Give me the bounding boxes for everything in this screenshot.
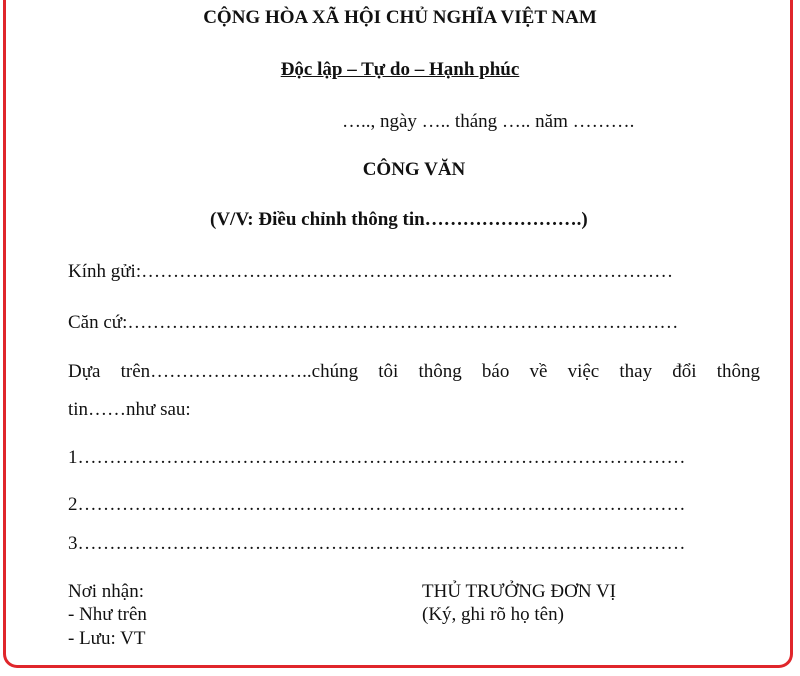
recipients-label: Nơi nhận: xyxy=(68,581,145,602)
paragraph-word: trên……………………..chúng xyxy=(120,361,359,382)
list-item-1: 1…………………………………………………………………………………… xyxy=(68,447,686,468)
list-item-2: 2…………………………………………………………………………………… xyxy=(68,494,686,515)
motto-text: Độc lập – Tự do – Hạnh phúc xyxy=(280,59,520,80)
date-line: ….., ngày ….. tháng ….. năm ………. xyxy=(342,111,635,132)
paragraph-word: đổi xyxy=(672,361,697,382)
paragraph-line-2: tin……như sau: xyxy=(68,399,191,420)
paragraph-word: về xyxy=(529,361,548,382)
paragraph-word: thông xyxy=(418,361,462,382)
document-title: CÔNG VĂN xyxy=(362,159,466,180)
signer-title: THỦ TRƯỞNG ĐƠN VỊ xyxy=(422,581,617,602)
national-title: CỘNG HÒA XÃ HỘI CHỦ NGHĨA VIỆT NAM xyxy=(203,7,597,28)
basis-line: Căn cứ:…………………………………………………………………………… xyxy=(68,312,679,333)
recipient-line: Kính gửi:………………………………………………………………………… xyxy=(68,261,674,282)
document-subject: (V/V: Điều chỉnh thông tin…………………….) xyxy=(210,209,588,230)
paragraph-line-1 xyxy=(68,360,760,384)
recipient-item: - Như trên xyxy=(68,604,147,625)
paragraph-word: thay xyxy=(619,361,653,382)
paragraph-word: việc xyxy=(567,361,600,382)
list-item-3: 3…………………………………………………………………………………… xyxy=(68,533,686,554)
paragraph-word: thông xyxy=(716,361,760,382)
paragraph-word: tôi xyxy=(378,361,399,382)
paragraph-word: báo xyxy=(481,361,510,382)
motto xyxy=(0,58,800,82)
recipient-item: - Lưu: VT xyxy=(68,628,146,649)
signer-note: (Ký, ghi rõ họ tên) xyxy=(422,604,564,625)
paragraph-word: Dựa xyxy=(68,361,101,382)
